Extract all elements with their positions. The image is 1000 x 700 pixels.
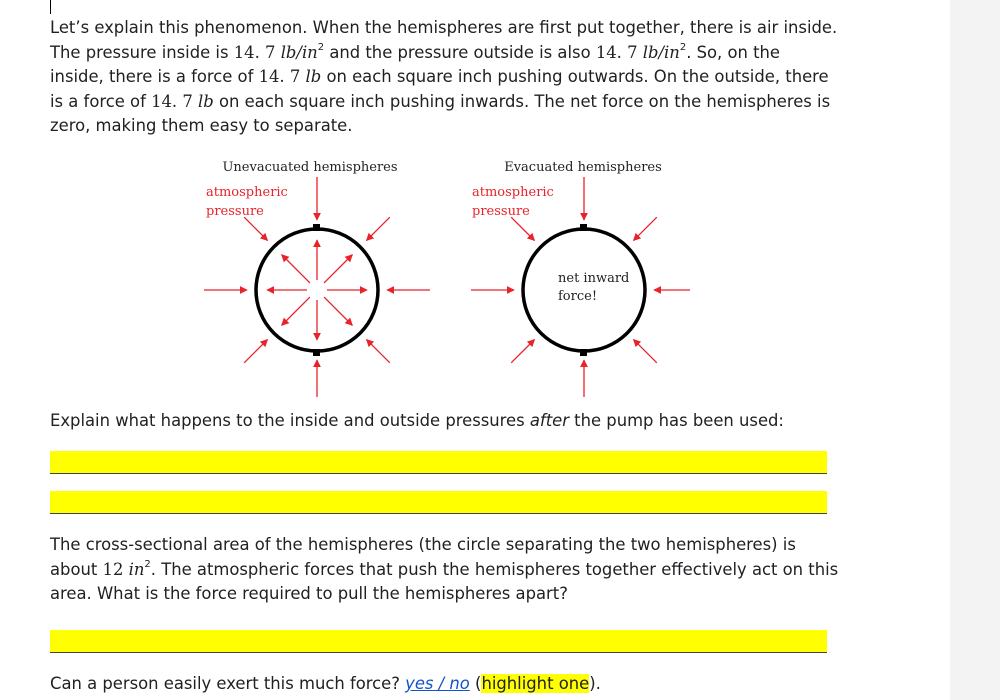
highlight-instruction: highlight one <box>481 674 590 693</box>
intro-line-1: Let’s explain this phenomenon. When the hemispheres are first put together, there is air inside. <box>50 18 838 37</box>
inside-arrow <box>282 297 310 325</box>
right-diagram-title: Evacuated hemispheres <box>504 160 662 175</box>
left-atm-label-1: atmospheric <box>206 185 288 200</box>
question-2: The cross-sectional area of the hemispheres (the circle separating the two hemispheres) is about 12 $in^2$. The atmospheric forces that push the hemispheres together effectively act on this area. What is the force required to pull the hemispheres apart? <box>50 535 839 603</box>
left-diagram-title: Unevacuated hemispheres <box>222 160 398 175</box>
right-outside-arrow <box>511 339 534 362</box>
hemispheres-diagram <box>190 152 690 397</box>
page-side-margin <box>950 0 1000 700</box>
net-force-label-2: force! <box>558 289 598 304</box>
answer-blank-2[interactable] <box>50 491 827 514</box>
answer-blank-3[interactable] <box>50 630 827 653</box>
left-outside-arrow <box>244 217 267 240</box>
left-outside-arrow <box>244 339 267 362</box>
question-1: Explain what happens to the inside and outside pressures after the pump has been used: <box>50 411 784 430</box>
yes-no-link[interactable]: yes / no <box>405 674 470 693</box>
left-outside-arrow <box>366 339 389 362</box>
right-atm-label-1: atmospheric <box>472 185 554 200</box>
intro-line-5: zero, making them easy to separate. <box>50 116 353 135</box>
right-outside-arrow <box>511 217 534 240</box>
right-outside-arrow <box>633 217 656 240</box>
left-atm-label-2: pressure <box>206 204 264 219</box>
net-force-label-1: net inward <box>558 271 630 286</box>
right-outside-arrow <box>633 339 656 362</box>
text-cursor <box>50 0 51 14</box>
inside-arrow <box>324 297 352 325</box>
question-3: Can a person easily exert this much force? yes / no (highlight one). <box>50 674 601 693</box>
left-outside-arrow <box>366 217 389 240</box>
inside-arrow <box>324 255 352 283</box>
right-atm-label-2: pressure <box>472 204 530 219</box>
intro-paragraph: Let’s explain this phenomenon. When the hemispheres are first put together, there is air inside. The pressure inside is 14. 7 $lb/in^2$ and the pressure outside is also 14. 7 $lb/in^2$. So, on the inside, there is a force of 14. 7 lb on each square inch pushing outwards. On the outside, there is a force of 14. 7 lb on each square inch pushing inwards. The net force on the hemispheres is zero, making them easy to separate. <box>50 18 838 135</box>
answer-blank-1[interactable] <box>50 451 827 474</box>
inside-arrow <box>282 255 310 283</box>
